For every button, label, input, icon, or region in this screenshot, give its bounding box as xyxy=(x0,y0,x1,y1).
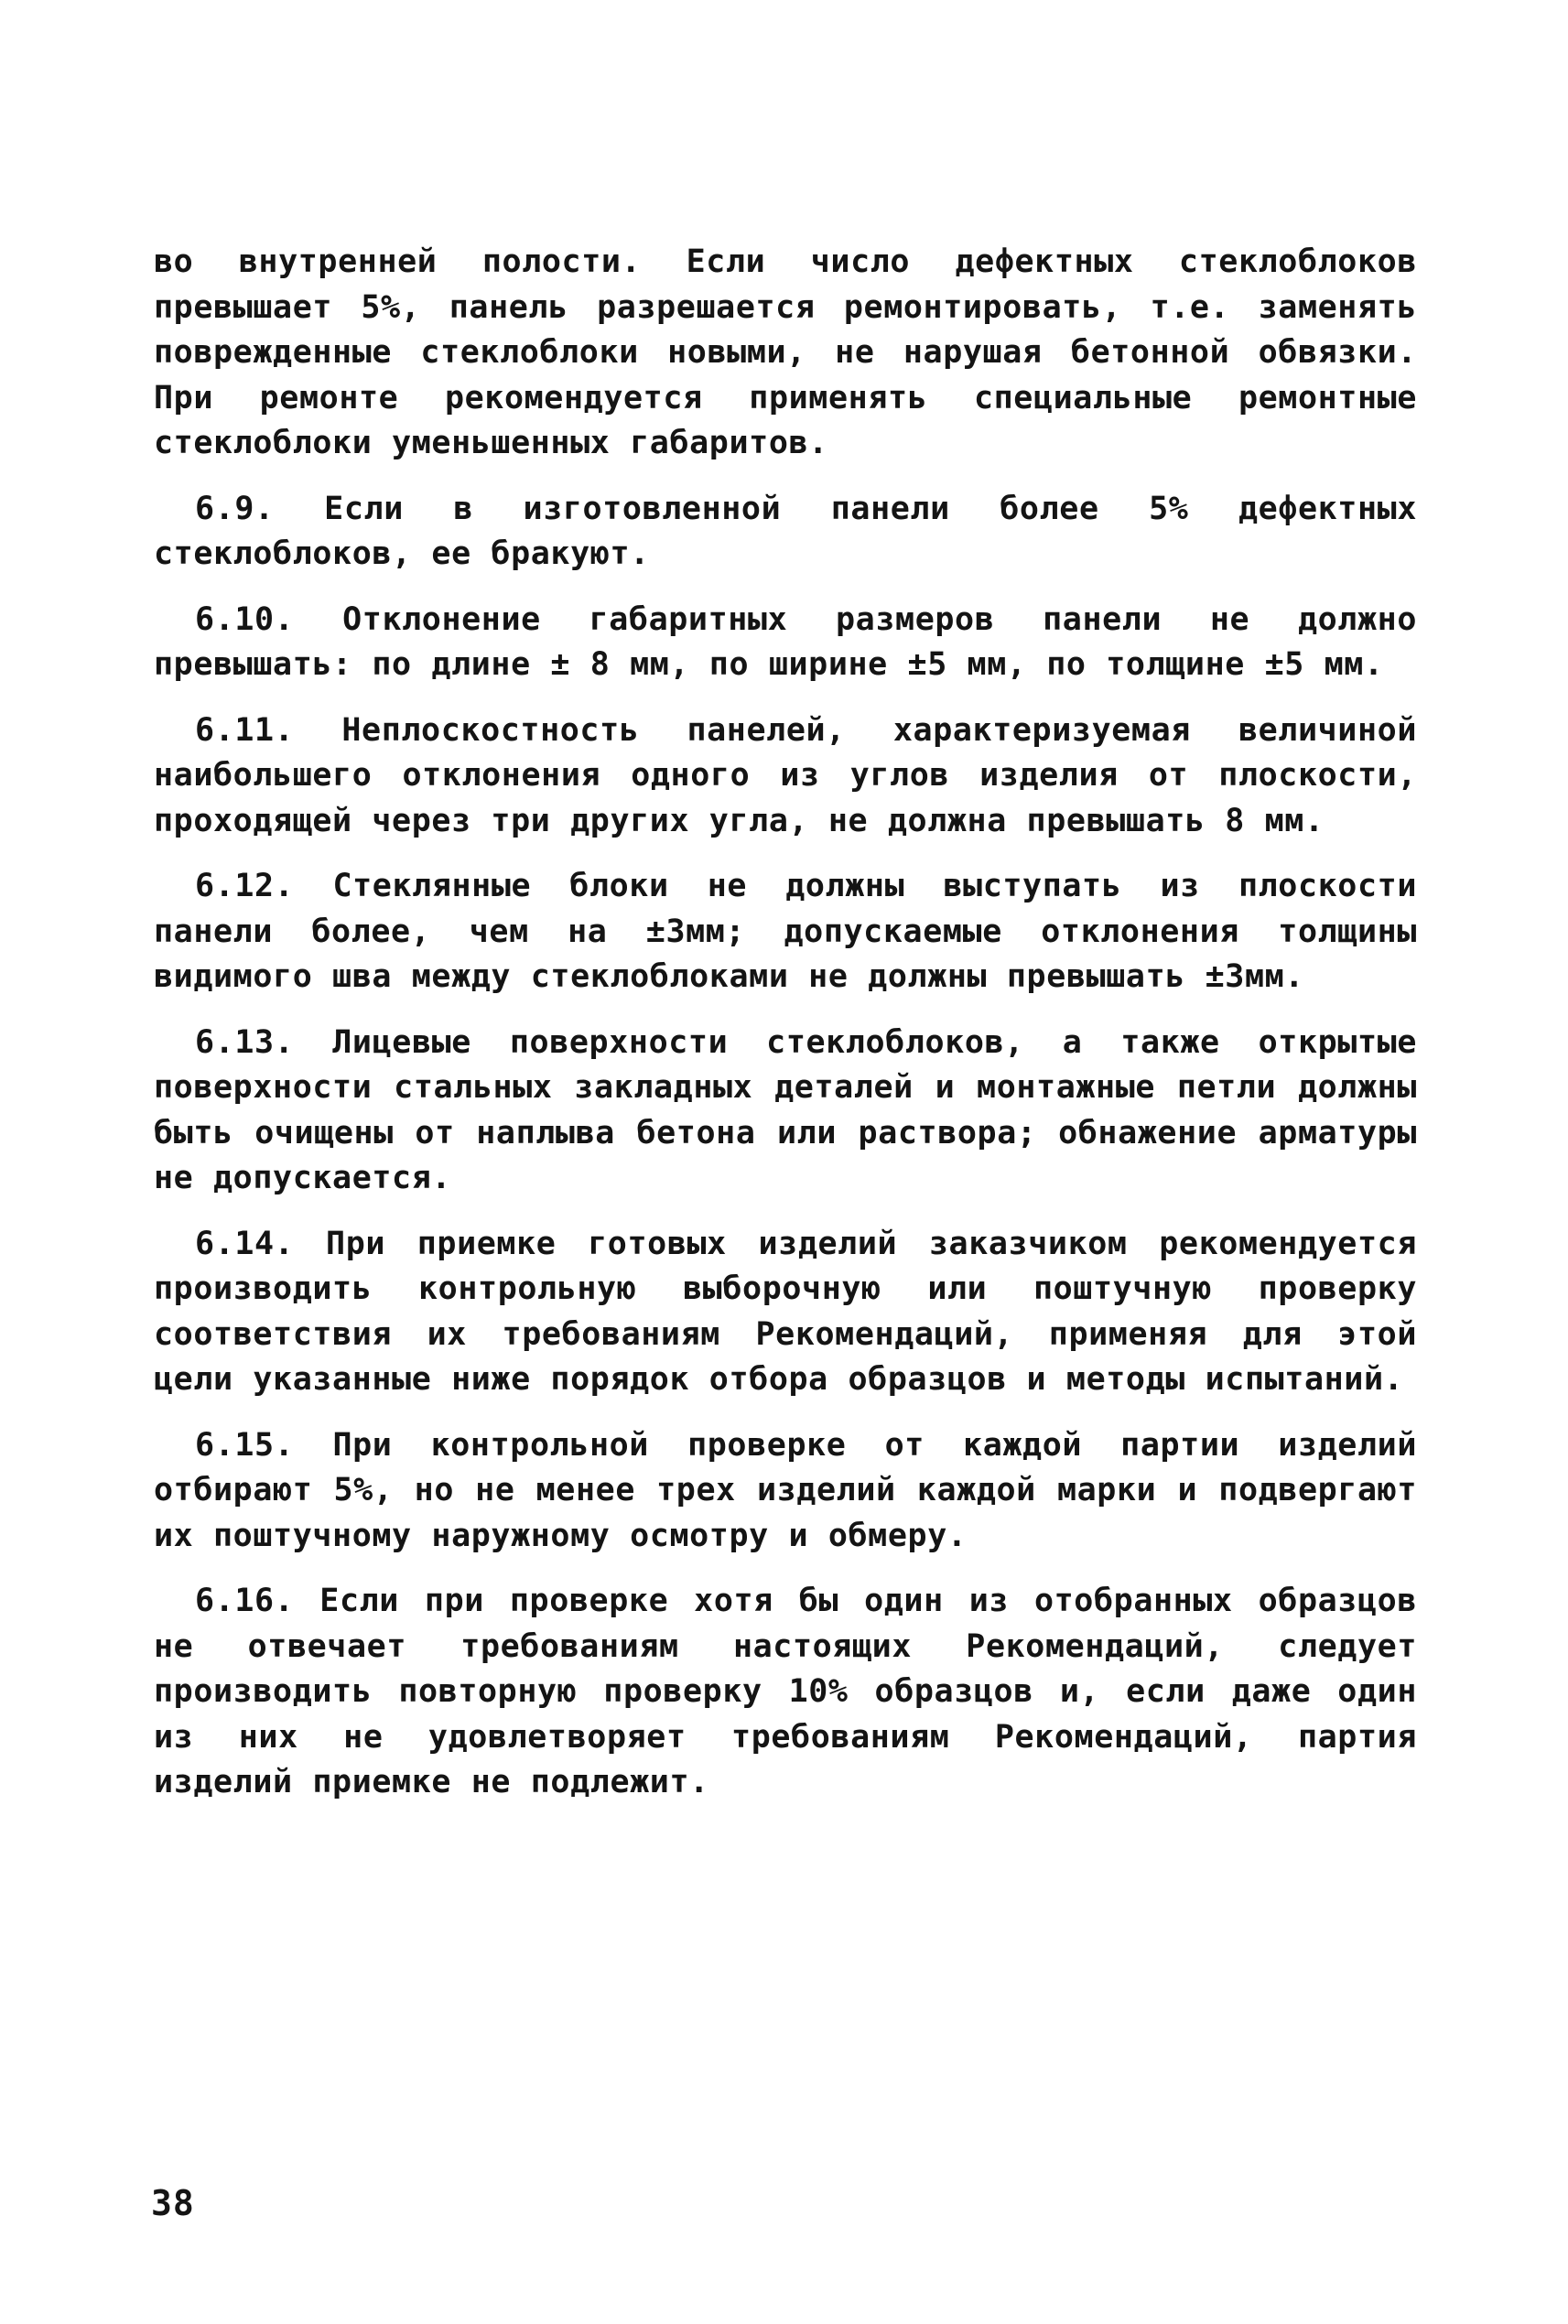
paragraph-continuation: во внутренней полости. Если число дефектных стеклоблоков превышает 5%, панель разрешается ремонтировать, т.е. заменять поврежденные стеклоблоки новыми, не нарушая бетонной обвязки. При ремонте рекомендуется применять специальные ремонтные стеклоблоки уменьшенных габаритов. xyxy=(154,243,1417,461)
page-number: 38 xyxy=(151,2183,195,2223)
paragraph-6-14-text: 6.14. При приемке готовых изделий заказчиком рекомендуется производить контрольную выборочную или поштучную проверку соответствия их требованиям Рекомендаций, применяя для этой цели указанные ниже порядок отбора образцов и методы испытаний. xyxy=(154,1225,1417,1398)
paragraph-6-10 xyxy=(154,598,1417,688)
paragraph-6-13 xyxy=(154,1021,1417,1202)
body-text xyxy=(154,240,1417,1826)
paragraph-6-9 xyxy=(154,487,1417,578)
paragraph-6-10-text: 6.10. Отклонение габаритных размеров панели не должно превышать: по длине ± 8 мм, по ширине ±5 мм, по толщине ±5 мм. xyxy=(154,600,1417,683)
paragraph-6-11 xyxy=(154,708,1417,845)
paragraph-6-16-text: 6.16. Если при проверке хотя бы один из отобранных образцов не отвечает требованиям настоящих Рекомендаций, следует производить повторную проверку 10% образцов и, если даже один из них не удовлетворяет требованиям Рекомендаций, партия изделий приемке не подлежит. xyxy=(154,1583,1417,1800)
paragraph-6-15 xyxy=(154,1423,1417,1560)
paragraph-6-12 xyxy=(154,864,1417,1000)
paragraph-6-15-text: 6.15. При контрольной проверке от каждой партии изделий отбирают 5%, но не менее трех изделий каждой марки и подвергают их поштучному наружному осмотру и обмеру. xyxy=(154,1426,1417,1554)
paragraph-6-16 xyxy=(154,1579,1417,1806)
paragraph-6-11-text: 6.11. Неплоскостность панелей, характеризуемая величиной наибольшего отклонения одного из углов изделия от плоскости, проходящей через три других угла, не должна превышать 8 мм. xyxy=(154,711,1417,839)
paragraph-6-9-text: 6.9. Если в изготовленной панели более 5% дефектных стеклоблоков, ее бракуют. xyxy=(154,490,1417,572)
paragraph-6-14 xyxy=(154,1222,1417,1403)
paragraph-6-13-text: 6.13. Лицевые поверхности стеклоблоков, а также открытые поверхности стальных закладных деталей и монтажные петли должны быть очищены от наплыва бетона или раствора; обнажение арматуры не допускается. xyxy=(154,1023,1417,1196)
paragraph-6-12-text: 6.12. Стеклянные блоки не должны выступать из плоскости панели более, чем на ±3мм; допускаемые отклонения толщины видимого шва между стеклоблоками не должны превышать ±3мм. xyxy=(154,868,1417,995)
